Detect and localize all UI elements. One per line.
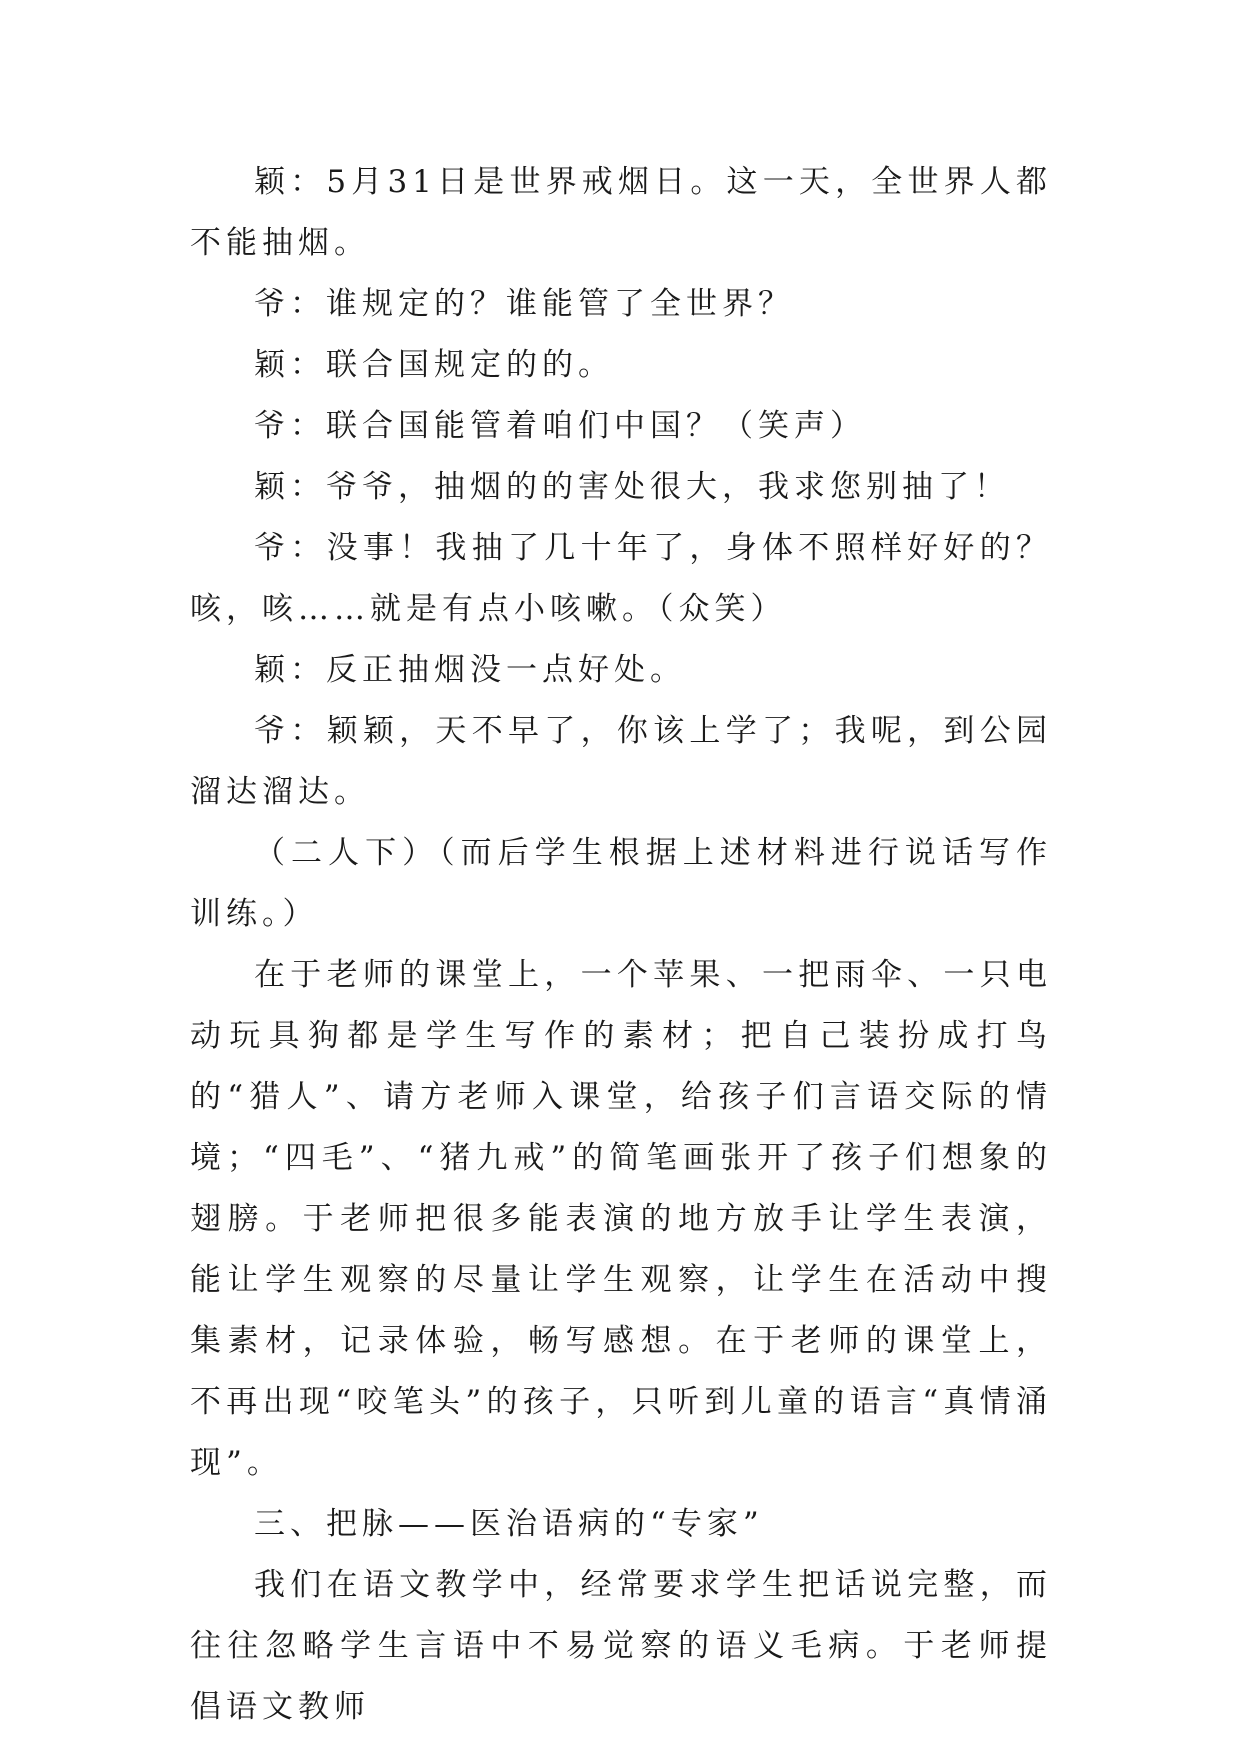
body-text <box>190 152 1052 1738</box>
dialogue-line: 爷：没事！我抽了几十年了，身体不照样好好的？咳，咳……就是有点小咳嗽。（众笑） <box>190 530 1052 627</box>
body-paragraph: 在于老师的课堂上，一个苹果、一把雨伞、一只电动玩具狗都是学生写作的素材；把自己装扮成打鸟的“猎人”、请方老师入课堂，给孩子们言语交际的情境；“四毛”、“猪九戒”的简笔画张开了孩子们想象的翅膀。于老师把很多能表演的地方放手让学生表演，能让学生观察的尽量让学生观察，让学生在活动中搜集素材，记录体验，畅写感想。在于老师的课堂上，不再出现“咬笔头”的孩子，只听到儿童的语言“真情涌现”。 <box>190 957 1052 1481</box>
section-heading: 三、把脉——医治语病的“专家” <box>254 1506 764 1542</box>
body-paragraph: 我们在语文教学中，经常要求学生把话说完整，而往往忽略学生言语中不易觉察的语义毛病。于老师提倡语文教师 <box>190 1567 1052 1725</box>
dialogue-line: 爷：颖颖，天不早了，你该上学了；我呢，到公园溜达溜达。 <box>190 713 1052 810</box>
dialogue-line: 颖：反正抽烟没一点好处。 <box>254 652 686 688</box>
dialogue-line: 爷：联合国能管着咱们中国？（笑声） <box>254 408 866 444</box>
stage-direction: （二人下）（而后学生根据上述材料进行说话写作训练。） <box>190 835 1052 932</box>
dialogue-line: 颖：5月31日是世界戒烟日。这一天，全世界人都不能抽烟。 <box>190 164 1052 261</box>
dialogue-line: 颖：爷爷，抽烟的的害处很大，我求您别抽了！ <box>254 469 1010 505</box>
dialogue-line: 爷：谁规定的？谁能管了全世界？ <box>254 286 794 322</box>
dialogue-line: 颖：联合国规定的的。 <box>254 347 614 383</box>
